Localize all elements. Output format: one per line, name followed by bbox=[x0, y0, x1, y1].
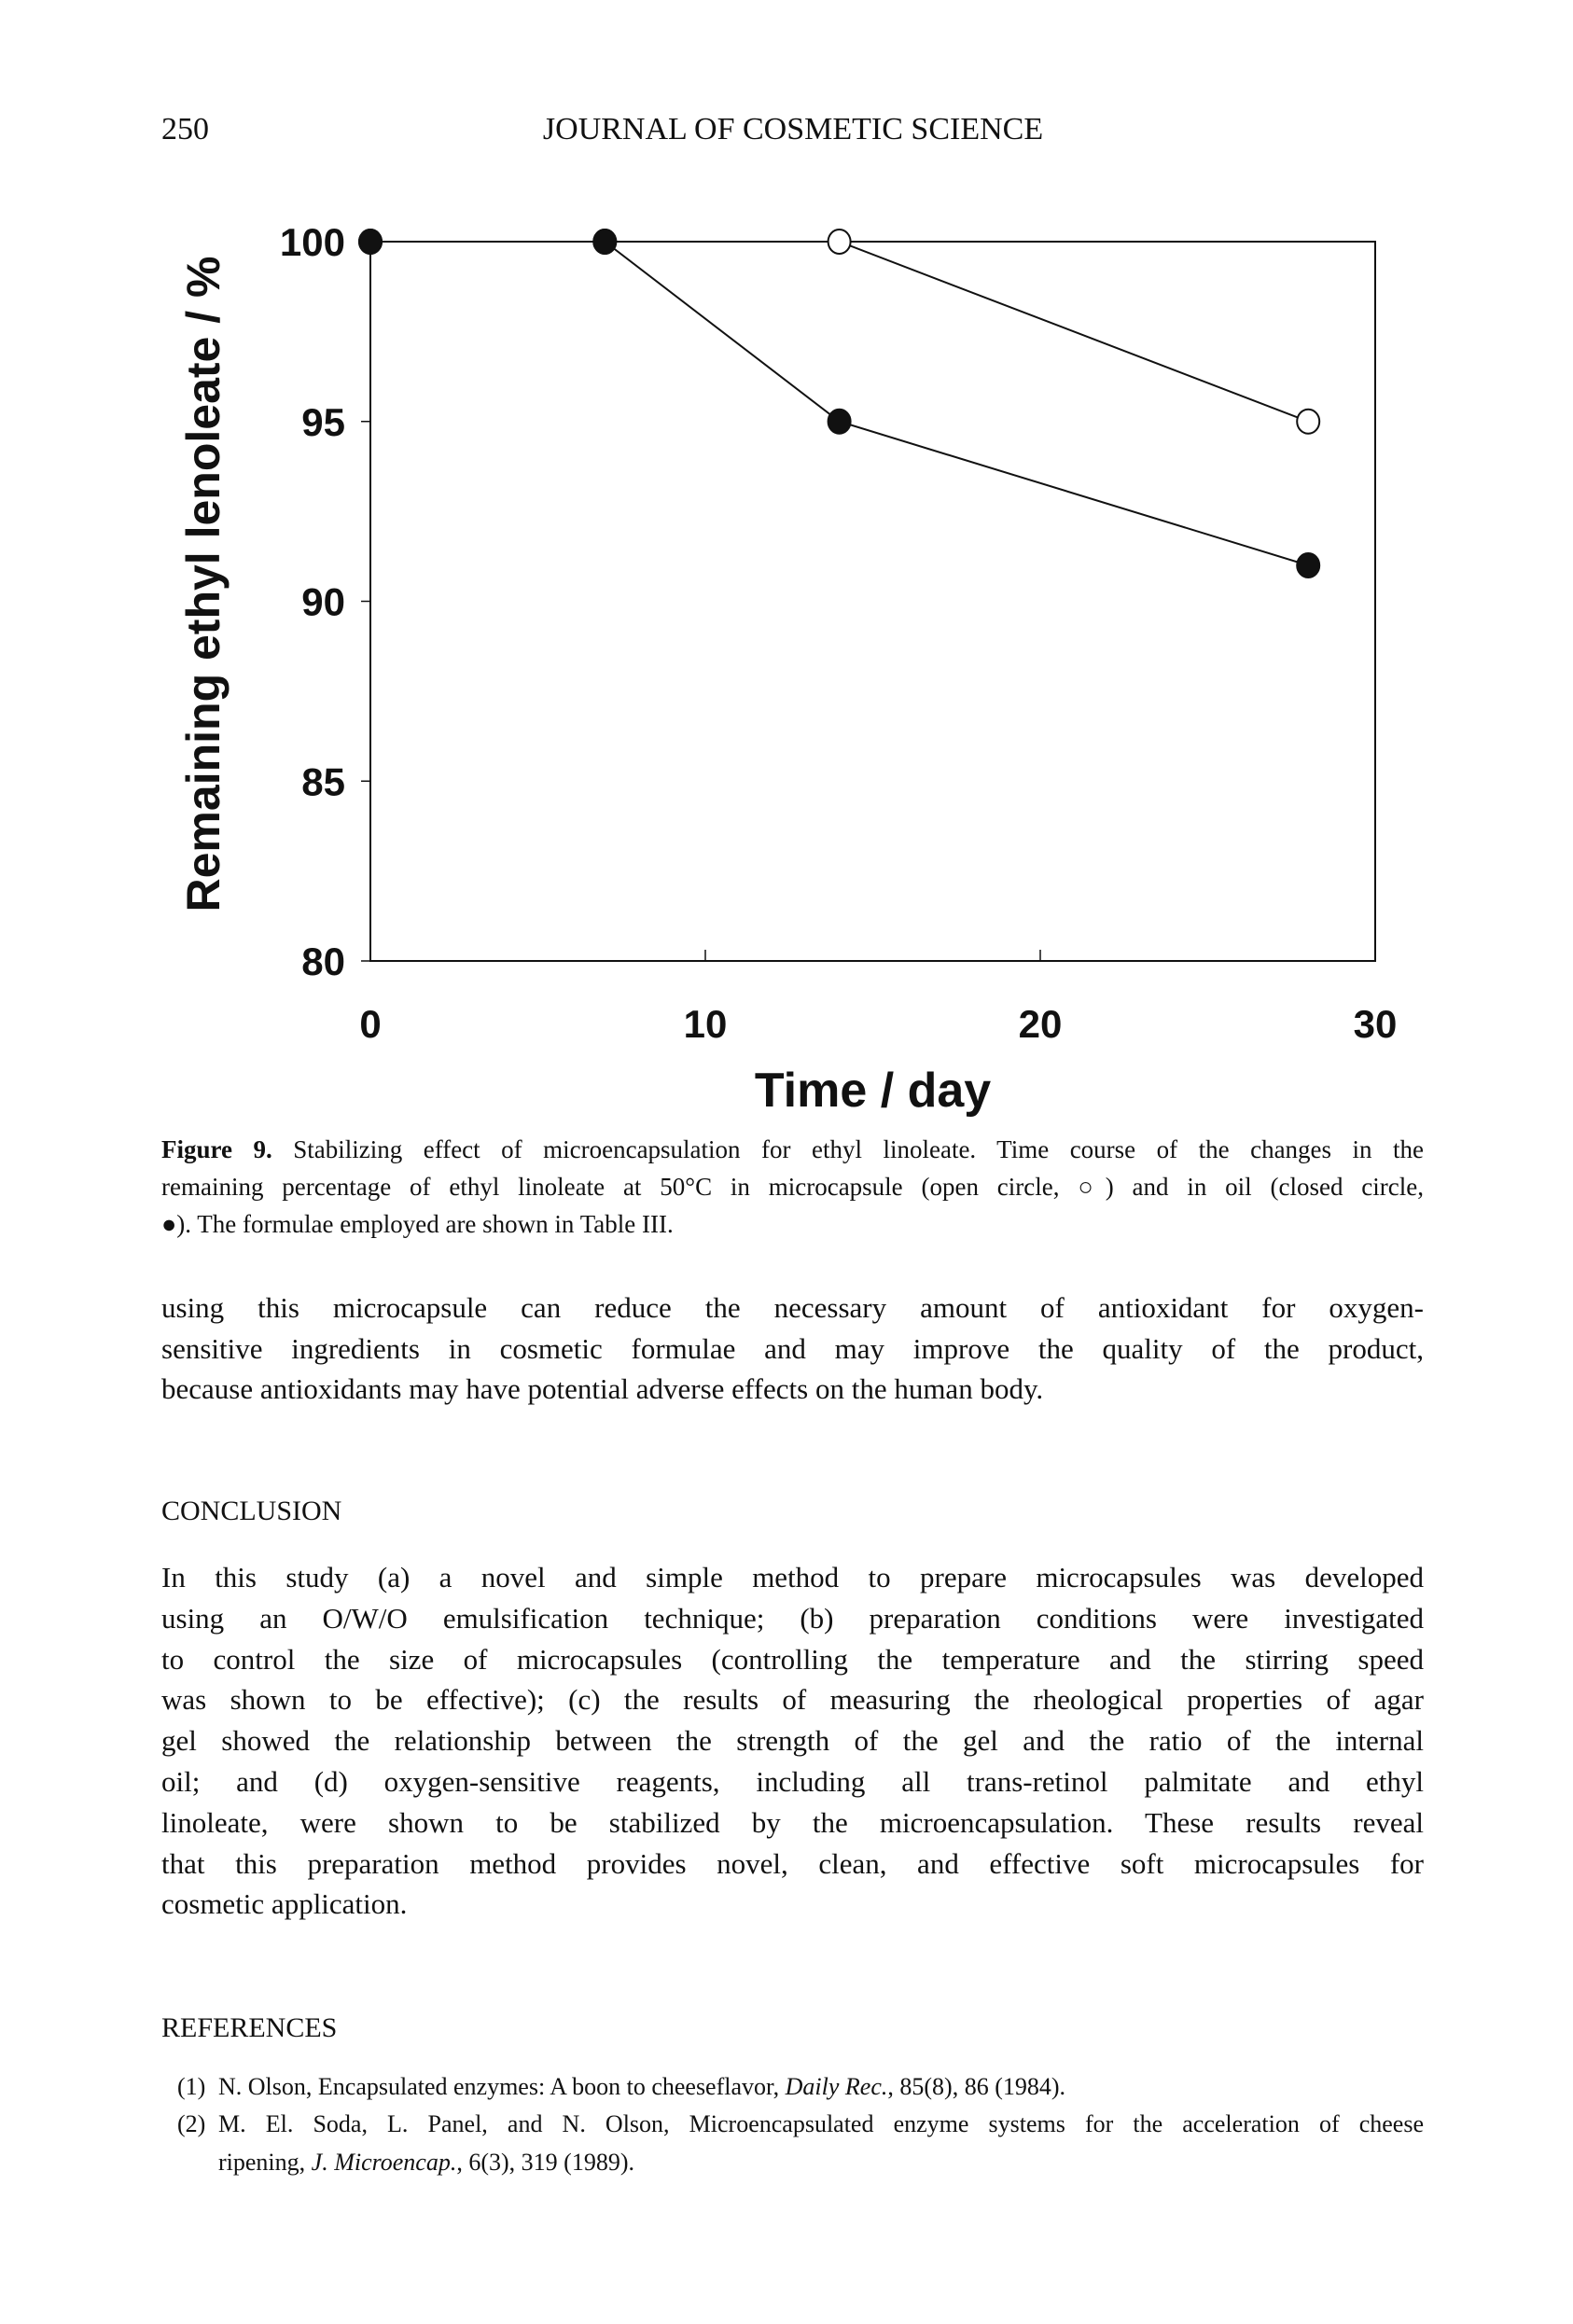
closed-circle-marker bbox=[359, 230, 382, 254]
reference-journal: Daily Rec. bbox=[785, 2073, 888, 2100]
reference-text: , 6(3), 319 (1989). bbox=[456, 2149, 634, 2176]
y-axis-label: Remaining ethyl lenoleate / % bbox=[177, 256, 230, 912]
closed-circle-marker bbox=[593, 230, 616, 254]
y-tick-label: 95 bbox=[301, 399, 345, 444]
paragraph-line: gel showed the relationship between the strength of the gel and the ratio of the internal bbox=[161, 1724, 1424, 1758]
reference-text: ripening, bbox=[218, 2149, 312, 2176]
paragraph-line: In this study (a) a novel and simple method to prepare microcapsules was developed bbox=[161, 1561, 1424, 1593]
caption-label: Figure 9. bbox=[161, 1135, 272, 1163]
paragraph-line: that this preparation method provides novel, clean, and effective soft microcapsules for bbox=[161, 1846, 1424, 1880]
x-tick-label: 30 bbox=[1353, 1002, 1398, 1046]
paragraph-line: oil; and (d) oxygen-sensitive reagents, including all trans-retinol palmitate and ethyl bbox=[161, 1765, 1424, 1798]
paragraph-line: sensitive ingredients in cosmetic formulae and may improve the quality of the product, bbox=[161, 1331, 1424, 1365]
caption-line-2: remaining percentage of ethyl linoleate at 50°C in microcapsule (open circle, ○) and in oil (closed circle, bbox=[161, 1173, 1424, 1201]
y-tick-label: 80 bbox=[301, 939, 345, 983]
series-line-open bbox=[370, 242, 1308, 422]
plot-frame bbox=[370, 242, 1375, 961]
x-tick-label: 20 bbox=[1018, 1002, 1063, 1046]
x-tick-label: 10 bbox=[683, 1002, 728, 1046]
closed-circle-marker bbox=[1297, 553, 1319, 578]
reference-number: (2) bbox=[177, 2110, 206, 2137]
paragraph-line: to control the size of microcapsules (controlling the temperature and the stirring speed bbox=[161, 1642, 1424, 1676]
open-circle-marker bbox=[1297, 410, 1319, 434]
reference-text: N. Olson, Encapsulated enzymes: A boon to cheeseflavor, bbox=[218, 2073, 786, 2100]
reference-text: , 85(8), 86 (1984). bbox=[887, 2073, 1066, 2100]
reference-number: (1) bbox=[177, 2073, 206, 2100]
y-tick-label: 90 bbox=[301, 579, 345, 624]
reference-2-line-1: M. El. Soda, L. Panel, and N. Olson, Microencapsulated enzyme systems for the acceleration of cheese bbox=[218, 2110, 1424, 2137]
figure-9-chart bbox=[0, 0, 1573, 1138]
caption-line-1 bbox=[161, 1133, 1424, 1166]
series-line-closed bbox=[370, 242, 1308, 565]
references-heading: REFERENCES bbox=[161, 2012, 338, 2043]
paragraph-line: cosmetic application. bbox=[161, 1887, 408, 1921]
closed-circle-marker bbox=[828, 410, 851, 434]
conclusion-heading: CONCLUSION bbox=[161, 1496, 342, 1526]
x-axis-label: Time / day bbox=[754, 1064, 992, 1118]
caption-line-3: ●). The formulae employed are shown in Table III. bbox=[161, 1210, 674, 1238]
reference-journal: J. Microencap. bbox=[311, 2149, 457, 2176]
paragraph-line: because antioxidants may have potential adverse effects on the human body. bbox=[161, 1372, 1044, 1406]
paragraph-line: using this microcapsule can reduce the necessary amount of antioxidant for oxygen- bbox=[161, 1291, 1424, 1324]
x-tick-label: 0 bbox=[359, 1002, 382, 1046]
y-tick-label: 100 bbox=[279, 220, 345, 264]
caption-text: Stabilizing effect of microencapsulation for ethyl linoleate. Time course of the changes in the bbox=[293, 1135, 1424, 1163]
reference-2-line-2 bbox=[218, 2146, 634, 2179]
reference-1 bbox=[218, 2070, 1065, 2104]
paragraph-line: linoleate, were shown to be stabilized by the microencapsulation. These results reveal bbox=[161, 1805, 1424, 1839]
open-circle-marker bbox=[828, 230, 851, 254]
paragraph-line: using an O/W/O emulsification technique; (b) preparation conditions were investigated bbox=[161, 1601, 1424, 1635]
page-number: 250 bbox=[161, 112, 209, 146]
paragraph-line: was shown to be effective); (c) the results of measuring the rheological properties of agar bbox=[161, 1683, 1424, 1717]
running-header: JOURNAL OF COSMETIC SCIENCE bbox=[542, 112, 1044, 146]
y-tick-label: 85 bbox=[301, 759, 345, 804]
